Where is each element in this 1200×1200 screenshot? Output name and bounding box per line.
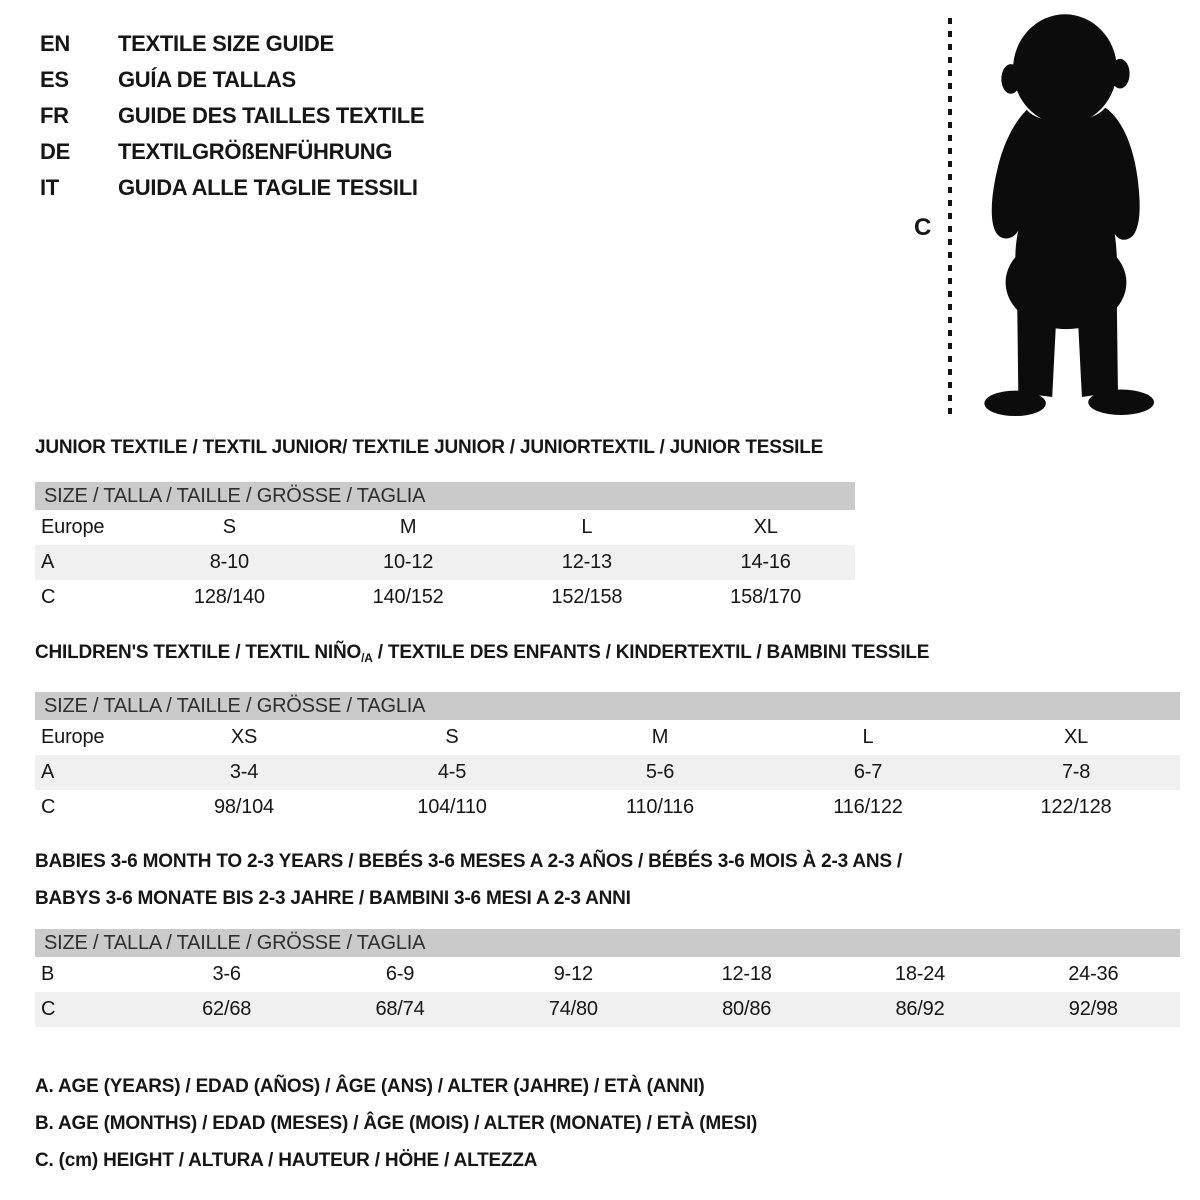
row-label: Europe bbox=[41, 516, 105, 538]
language-row bbox=[40, 134, 424, 170]
size-value-cell: 3-4 bbox=[229, 761, 259, 783]
size-value-cell: 116/122 bbox=[833, 796, 903, 818]
language-row bbox=[40, 26, 424, 62]
babies-size-table bbox=[35, 929, 1180, 1027]
size-value-cell: 68/74 bbox=[375, 998, 425, 1020]
heading-text: BABYS 3-6 MONATE BIS 2-3 JAHRE / BAMBINI 3-6 MESI A 2-3 ANNI bbox=[35, 888, 631, 909]
size-value-cell: 122/128 bbox=[1040, 796, 1112, 818]
size-value-cell: 110/116 bbox=[626, 796, 694, 818]
section-childrens-textile bbox=[35, 641, 1180, 825]
measurement-figure bbox=[898, 8, 1188, 436]
size-value-cell: L bbox=[581, 516, 593, 538]
babies-section-heading bbox=[35, 843, 1180, 917]
size-value-cell: 12-13 bbox=[561, 551, 612, 573]
section-heading-line bbox=[35, 436, 855, 460]
section-heading-line bbox=[35, 880, 1180, 917]
table-row bbox=[35, 720, 1180, 755]
row-label: C bbox=[41, 586, 56, 608]
childrens-size-table bbox=[35, 692, 1180, 825]
size-value-cell: 98/104 bbox=[214, 796, 274, 818]
section-heading-line bbox=[35, 641, 1180, 670]
size-value-cell: XS bbox=[230, 726, 258, 748]
size-value-cell: 6-9 bbox=[385, 963, 415, 985]
size-value-cell: 8-10 bbox=[209, 551, 249, 573]
row-label: C bbox=[41, 796, 56, 818]
size-table-header-bar: SIZE / TALLA / TAILLE / GRÖSSE / TAGLIA bbox=[35, 482, 855, 510]
language-code: IT bbox=[40, 175, 59, 200]
language-row bbox=[40, 62, 424, 98]
size-value-cell: 24-36 bbox=[1068, 963, 1119, 985]
heading-text: BABIES 3-6 MONTH TO 2-3 YEARS / BEBÉS 3-6 MESES A 2-3 AÑOS / BÉBÉS 3-6 MOIS À 2-3 ANS / bbox=[35, 851, 903, 872]
size-value-cell: 128/140 bbox=[193, 586, 265, 608]
babies-table-rows bbox=[35, 957, 1180, 1027]
language-code: FR bbox=[40, 103, 69, 128]
heading-text: / TEXTILE DES ENFANTS / KINDERTEXTIL / BAMBINI TESSILE bbox=[372, 642, 930, 663]
section-heading-line bbox=[35, 843, 1180, 880]
language-code: ES bbox=[40, 67, 69, 92]
size-value-cell: 12-18 bbox=[721, 963, 772, 985]
legend-line: B. AGE (MONTHS) / EDAD (MESES) / ÂGE (MOIS) / ALTER (MONATE) / ETÀ (MESI) bbox=[35, 1113, 758, 1134]
language-row bbox=[40, 170, 424, 206]
size-value-cell: 10-12 bbox=[383, 551, 434, 573]
row-label: B bbox=[41, 963, 55, 985]
size-value-cell: 140/152 bbox=[372, 586, 444, 608]
height-measure-dashed-line bbox=[948, 18, 952, 420]
legend-line: C. (cm) HEIGHT / ALTURA / HAUTEUR / HÖHE / ALTEZZA bbox=[35, 1150, 538, 1171]
size-value-cell: 152/158 bbox=[551, 586, 623, 608]
legend-line: A. AGE (YEARS) / EDAD (AÑOS) / ÂGE (ANS) / ALTER (JAHRE) / ETÀ (ANNI) bbox=[35, 1076, 705, 1097]
language-row bbox=[40, 98, 424, 134]
section-junior-textile bbox=[35, 436, 855, 615]
size-value-cell: 74/80 bbox=[548, 998, 598, 1020]
table-row bbox=[35, 580, 855, 615]
size-table-header-bar: SIZE / TALLA / TAILLE / GRÖSSE / TAGLIA bbox=[35, 929, 1180, 957]
size-value-cell: 3-6 bbox=[212, 963, 241, 985]
table-row bbox=[35, 545, 855, 580]
junior-section-heading bbox=[35, 436, 855, 460]
childrens-section-heading bbox=[35, 641, 1180, 670]
language-guide-title: TEXTILGRÖßENFÜHRUNG bbox=[118, 139, 393, 164]
size-table-header-bar: SIZE / TALLA / TAILLE / GRÖSSE / TAGLIA bbox=[35, 692, 1180, 720]
heading-text: CHILDREN'S TEXTILE / TEXTIL NIÑO bbox=[35, 642, 362, 663]
size-value-cell: S bbox=[445, 726, 459, 748]
size-value-cell: 62/68 bbox=[202, 998, 252, 1020]
size-value-cell: 86/92 bbox=[895, 998, 945, 1020]
language-guide-title: TEXTILE SIZE GUIDE bbox=[118, 31, 334, 56]
size-value-cell: 18-24 bbox=[894, 963, 946, 985]
size-value-cell: M bbox=[399, 516, 417, 538]
heading-subscript: /A bbox=[361, 651, 373, 665]
size-value-cell: L bbox=[862, 726, 874, 748]
language-guide-title: GUÍA DE TALLAS bbox=[118, 67, 296, 92]
row-label: A bbox=[41, 761, 55, 783]
size-value-cell: M bbox=[651, 726, 669, 748]
size-value-cell: 4-5 bbox=[437, 761, 467, 783]
size-value-cell: 14-16 bbox=[740, 551, 791, 573]
size-value-cell: 80/86 bbox=[722, 998, 772, 1020]
size-value-cell: 5-6 bbox=[645, 761, 675, 783]
childrens-table-rows bbox=[35, 720, 1180, 825]
height-measure-label: C bbox=[914, 214, 932, 241]
table-row bbox=[35, 755, 1180, 790]
size-value-cell: XL bbox=[753, 516, 778, 538]
size-value-cell: XL bbox=[1063, 726, 1089, 748]
table-row bbox=[35, 510, 855, 545]
table-row bbox=[35, 790, 1180, 825]
size-value-cell: S bbox=[222, 516, 236, 538]
heading-text: JUNIOR TEXTILE / TEXTIL JUNIOR/ TEXTILE JUNIOR / JUNIORTEXTIL / JUNIOR TESSILE bbox=[35, 437, 824, 458]
size-value-cell: 104/110 bbox=[417, 796, 487, 818]
table-row bbox=[35, 992, 1180, 1027]
size-value-cell: 9-12 bbox=[553, 963, 593, 985]
junior-table-rows bbox=[35, 510, 855, 615]
language-guide-title: GUIDA ALLE TAGLIE TESSILI bbox=[118, 175, 418, 200]
toddler-silhouette-icon bbox=[960, 8, 1172, 434]
row-label: Europe bbox=[41, 726, 105, 748]
table-row bbox=[35, 957, 1180, 992]
size-value-cell: 7-8 bbox=[1061, 761, 1091, 783]
row-label: C bbox=[41, 998, 56, 1020]
language-code: DE bbox=[40, 139, 70, 164]
measure-legend bbox=[35, 1068, 757, 1179]
junior-size-table bbox=[35, 482, 855, 615]
section-babies-textile bbox=[35, 843, 1180, 1027]
row-label: A bbox=[41, 551, 55, 573]
size-value-cell: 92/98 bbox=[1068, 998, 1118, 1020]
size-value-cell: 6-7 bbox=[853, 761, 883, 783]
size-value-cell: 158/170 bbox=[730, 586, 802, 608]
language-guide-title: GUIDE DES TAILLES TEXTILE bbox=[118, 103, 425, 128]
language-title-list bbox=[40, 26, 424, 206]
language-code: EN bbox=[40, 31, 70, 56]
